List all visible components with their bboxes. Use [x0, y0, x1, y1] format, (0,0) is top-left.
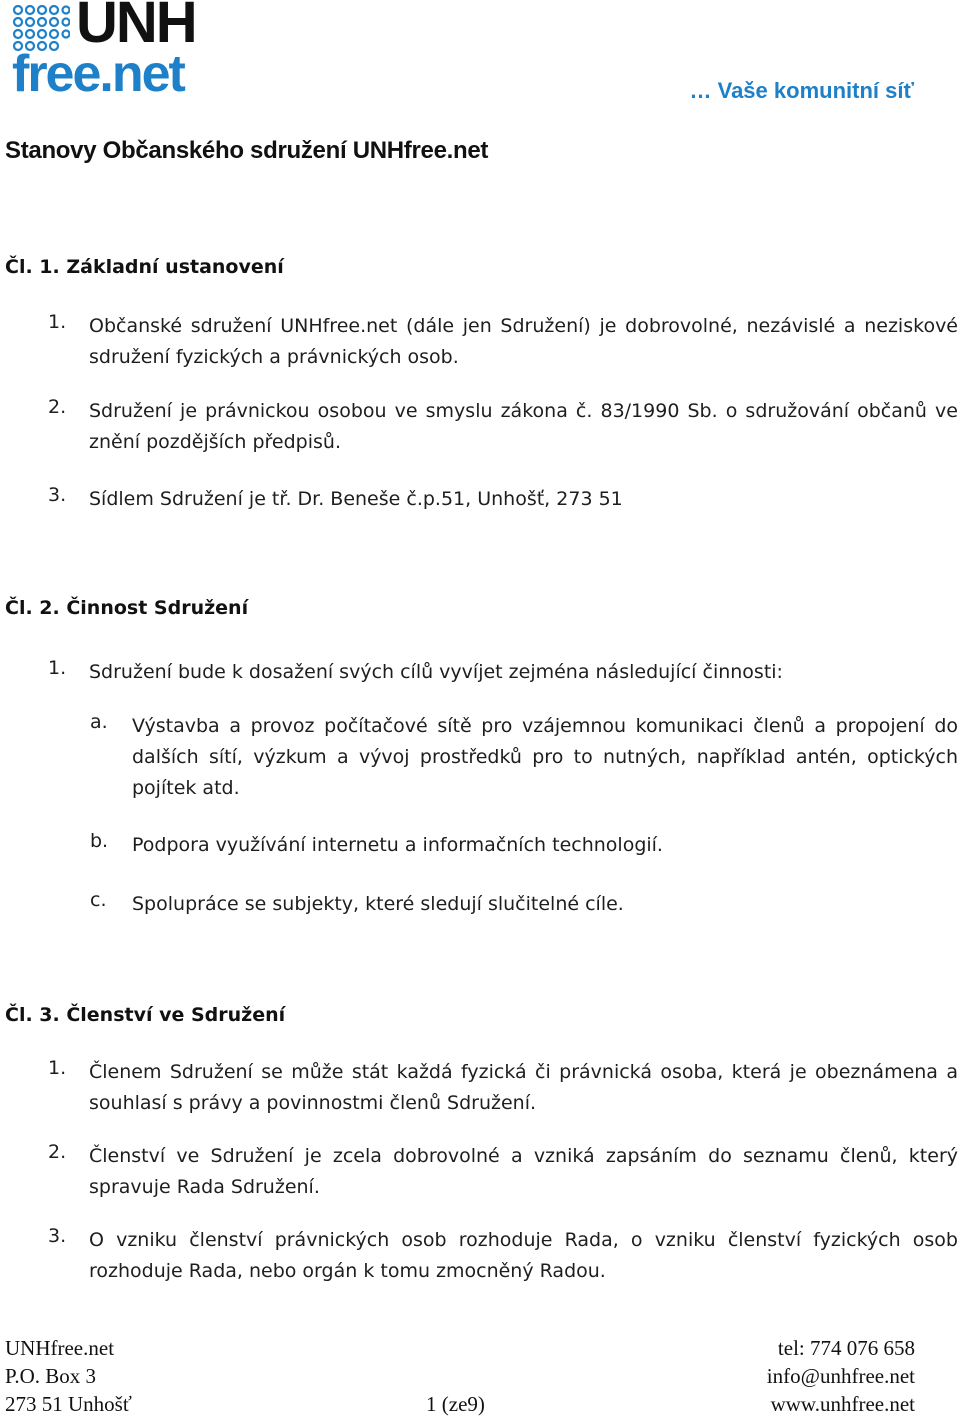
item-text: Občanské sdružení UNHfree.net (dále jen Sdružení) je dobrovolné, nezávislé a neziskové sdružení fyzických a právnických osob. — [89, 315, 958, 368]
list-item — [48, 1141, 958, 1203]
logo-text-freenet: free.net — [12, 45, 184, 103]
item-text: O vzniku členství právnických osob rozhoduje Rada, o vzniku členství fyzických osob rozhoduje Rada, nebo orgán k tomu zmocněný Radou. — [89, 1229, 958, 1282]
footer-contact — [767, 1334, 915, 1418]
document-title: Stanovy Občanského sdružení UNHfree.net — [5, 137, 489, 164]
logo-text-unh: UNH — [76, 0, 196, 55]
item-number: 1. — [48, 657, 67, 679]
sub-list-item — [90, 711, 958, 804]
item-number: 2. — [48, 1141, 67, 1163]
item-text: Sdružení je právnickou osobou ve smyslu zákona č. 83/1990 Sb. o sdružování občanů ve znění pozdějších předpisů. — [89, 400, 958, 453]
section-heading-2: Čl. 2. Činnost Sdružení — [5, 597, 249, 619]
item-text: Výstavba a provoz počítačové sítě pro vzájemnou komunikaci členů a propojení do dalších sítí, výzkum a vývoj prostředků pro to nutných, například antén, optických pojítek atd. — [132, 715, 958, 799]
footer-address — [5, 1334, 132, 1418]
list-item — [48, 1225, 958, 1287]
footer-page-number: 1 (ze9) — [426, 1392, 485, 1416]
list-item — [48, 1057, 958, 1119]
section-heading-1: Čl. 1. Základní ustanovení — [5, 256, 284, 278]
list-item — [48, 657, 958, 688]
item-letter: a. — [90, 711, 108, 733]
footer-po-box: P.O. Box 3 — [5, 1364, 97, 1388]
sub-list-item — [90, 830, 958, 861]
footer-email: info@unhfree.net — [766, 1364, 915, 1388]
item-number: 3. — [48, 484, 67, 506]
item-text: Podpora využívání internetu a informačních technologií. — [132, 834, 663, 856]
item-text: Sdružení bude k dosažení svých cílů vyvíjet zejména následující činnosti: — [89, 661, 783, 683]
unhfree-logo — [10, 0, 196, 106]
item-text: Spolupráce se subjekty, které sledují slučitelné cíle. — [132, 893, 624, 915]
item-text: Členem Sdružení se může stát každá fyzická či právnická osoba, která je obeznámena a souhlasí s právy a povinnostmi členů Sdružení. — [89, 1061, 958, 1114]
sub-list-item — [90, 889, 958, 920]
item-text: Sídlem Sdružení je tř. Dr. Beneše č.p.51, Unhošť, 273 51 — [89, 488, 623, 510]
section-heading-3: Čl. 3. Členství ve Sdružení — [5, 1004, 286, 1026]
list-item — [48, 396, 958, 458]
item-letter: c. — [90, 889, 107, 911]
list-item — [48, 484, 958, 515]
item-letter: b. — [90, 830, 109, 852]
footer-org-name: UNHfree.net — [5, 1336, 115, 1360]
tagline: … Vaše komunitní síť — [689, 78, 914, 103]
item-number: 1. — [48, 311, 67, 333]
footer-phone: tel: 774 076 658 — [777, 1336, 915, 1360]
list-item — [48, 311, 958, 373]
item-number: 2. — [48, 396, 67, 418]
item-number: 3. — [48, 1225, 67, 1247]
footer-website: www.unhfree.net — [770, 1392, 915, 1416]
footer-city: 273 51 Unhošť — [5, 1392, 132, 1416]
item-text: Členství ve Sdružení je zcela dobrovolné a vzniká zapsáním do seznamu členů, který spravuje Rada Sdružení. — [89, 1145, 958, 1198]
item-number: 1. — [48, 1057, 67, 1079]
